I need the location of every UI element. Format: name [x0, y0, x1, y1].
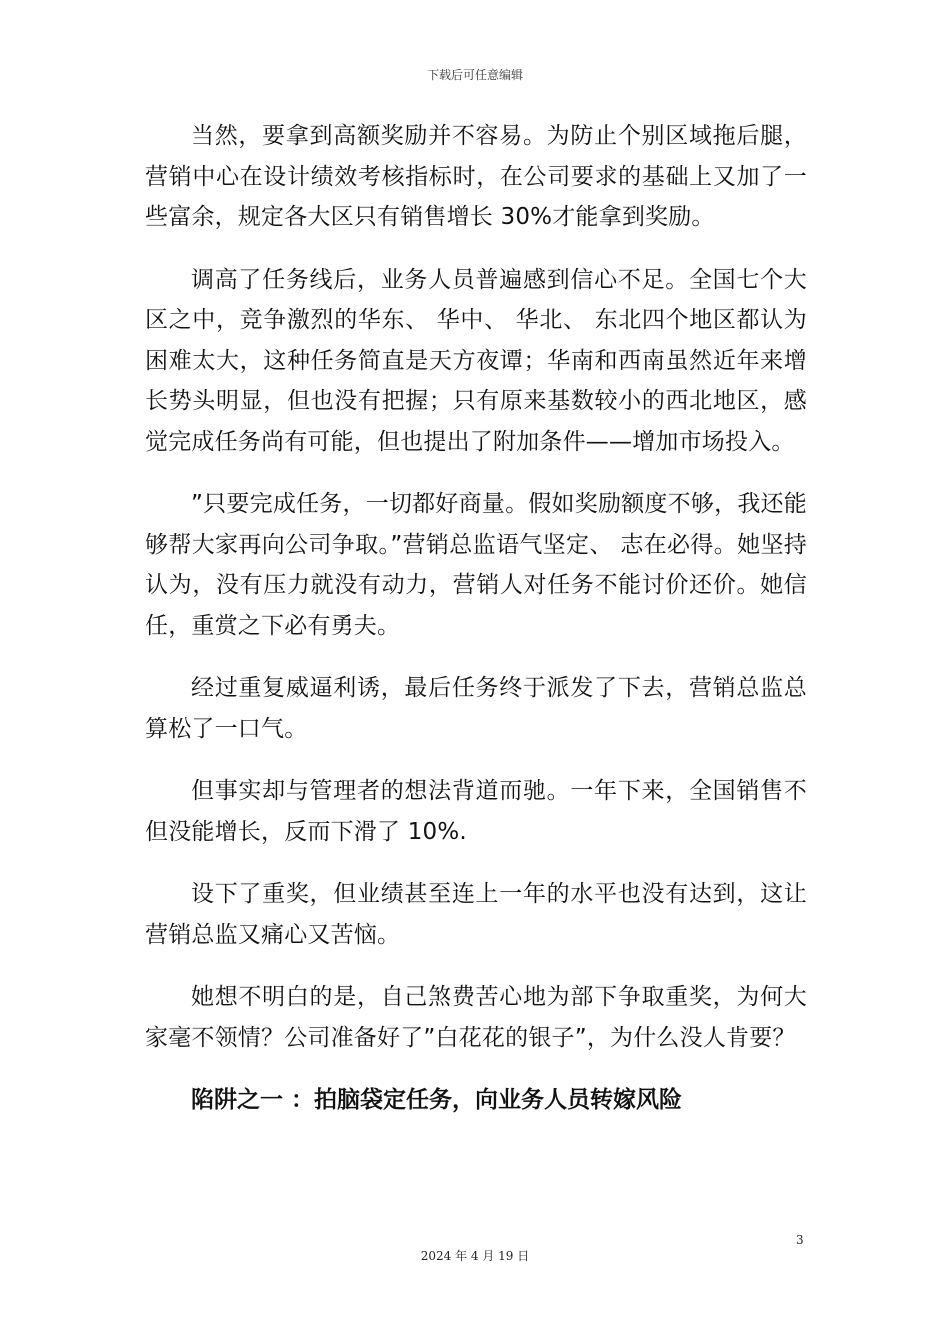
page-header: 下载后可任意编辑 — [426, 68, 523, 82]
paragraph-3: ”只要完成任务，一切都好商量。假如奖励额度不够，我还能够帮大家再向公司争取。”营销总监语气坚定、 志在必得。她坚持认为，没有压力就没有动力，营销人对任务不能讨价还价。她信任，重赏之下必有勇夫。 — [145, 491, 807, 639]
paragraph-1: 当然，要拿到高额奖励并不容易。为防止个别区域拖后腿，营销中心在设计绩效考核指标时，在公司要求的基础上又加了一些富余，规定各大区只有销售增长 30%才能拿到奖励。 — [145, 123, 807, 230]
paragraph-4: 经过重复威逼利诱，最后任务终于派发了下去，营销总监总算松了一口气。 — [145, 675, 807, 742]
paragraph-5: 但事实却与管理者的想法背道而驰。一年下来，全国销售不但没能增长，反而下滑了 10%. — [145, 778, 807, 845]
paragraph-7: 她想不明白的是，自己煞费苦心地为部下争取重奖，为何大家毫不领情？公司准备好了”白花花的银子”，为什么没人肯要？ — [145, 984, 807, 1051]
paragraph-6: 设下了重奖，但业绩甚至连上一年的水平也没有达到，这让营销总监又痛心又苦恼。 — [145, 881, 807, 948]
paragraph-2: 调高了任务线后，业务人员普遍感到信心不足。全国七个大区之中，竞争激烈的华东、 华中、 华北、 东北四个地区都认为困难太大，这种任务简直是天方夜谭；华南和西南虽然近年来增长势头明显，但也没有把握；只有原来基数较小的西北地区，感觉完成任务尚有可能，但也提出了附加条件——增加市场投入。 — [145, 266, 807, 455]
footer-date: 2024 年 4 月 19 日 — [420, 1249, 530, 1263]
document-body — [145, 116, 807, 1120]
page-number: 3 — [796, 1233, 804, 1247]
section-heading: 陷阱之一 ：拍脑袋定任务，向业务人员转嫁风险 — [191, 1087, 683, 1113]
